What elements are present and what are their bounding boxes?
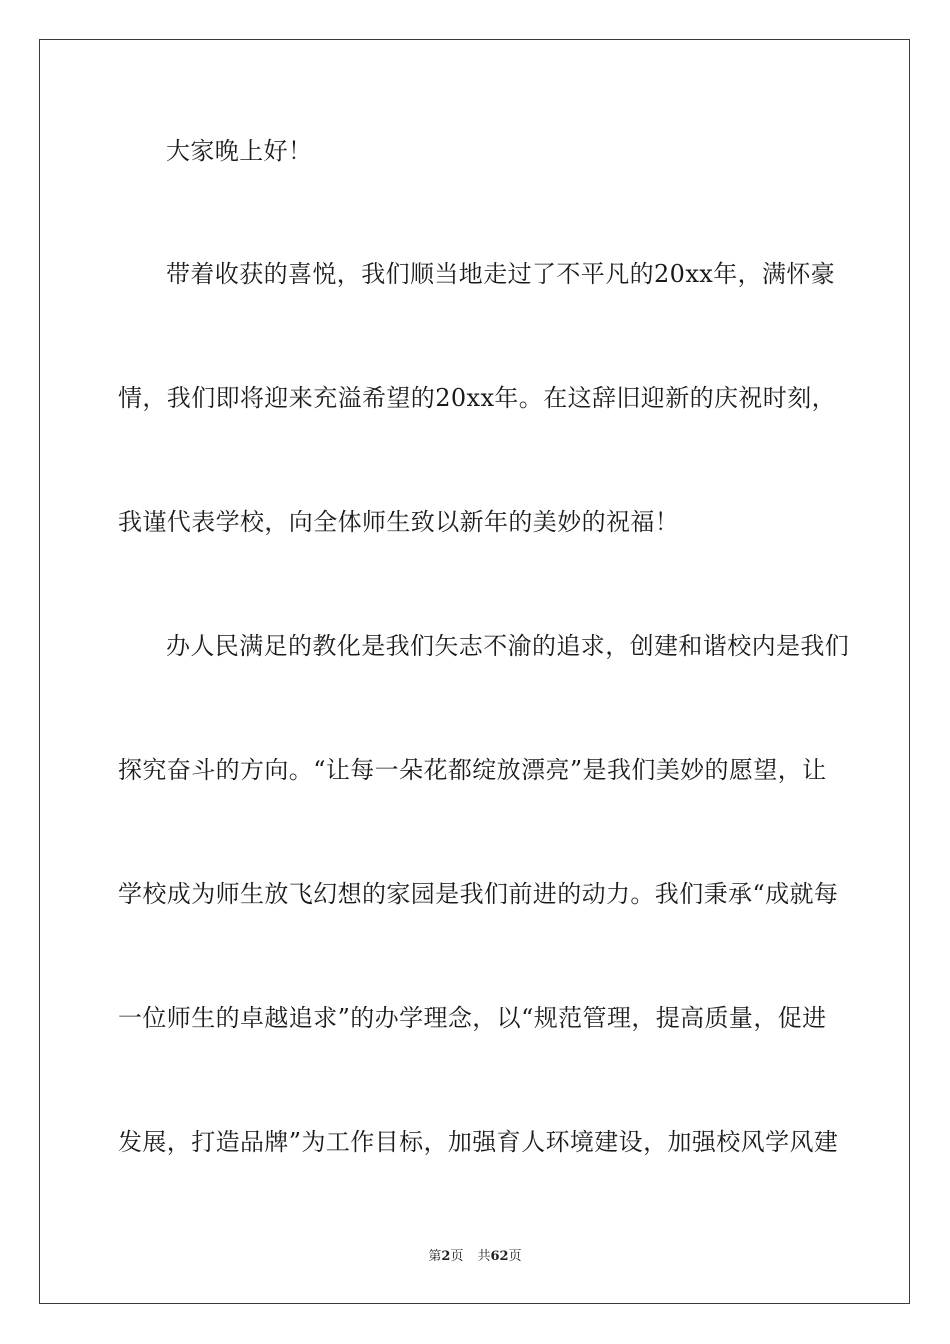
paragraph-2-line-1: 办人民满足的教化是我们矢志不渝的追求，创建和谐校内是我们 <box>166 632 850 660</box>
total-pages: 62 <box>490 1249 509 1264</box>
total-suffix: 页 <box>508 1249 522 1264</box>
page-footer <box>0 1248 950 1266</box>
paragraph-1-line-2: 情，我们即将迎来充溢希望的20xx年。在这辞旧迎新的庆祝时刻， <box>118 384 837 412</box>
page-suffix: 页 <box>450 1249 464 1264</box>
total-prefix: 共 <box>477 1249 491 1264</box>
paragraph-1-line-1: 带着收获的喜悦，我们顺当地走过了不平凡的20xx年，满怀豪 <box>166 260 836 288</box>
greeting-line: 大家晚上好！ <box>166 137 313 165</box>
paragraph-2-line-4: 一位师生的卓越追求”的办学理念，以“规范管理，提高质量，促进 <box>118 1004 827 1032</box>
page-frame <box>39 39 910 1304</box>
page-number: 2 <box>441 1249 451 1264</box>
paragraph-2-line-5: 发展，打造品牌”为工作目标，加强育人环境建设，加强校风学风建 <box>118 1128 839 1156</box>
paragraph-2-line-3: 学校成为师生放飞幻想的家园是我们前进的动力。我们秉承“成就每 <box>118 880 839 908</box>
page-prefix: 第 <box>428 1249 442 1264</box>
paragraph-1-line-3: 我谨代表学校，向全体师生致以新年的美妙的祝福！ <box>118 508 680 536</box>
paragraph-2-line-2: 探究奋斗的方向。“让每一朵花都绽放漂亮”是我们美妙的愿望，让 <box>118 756 827 784</box>
